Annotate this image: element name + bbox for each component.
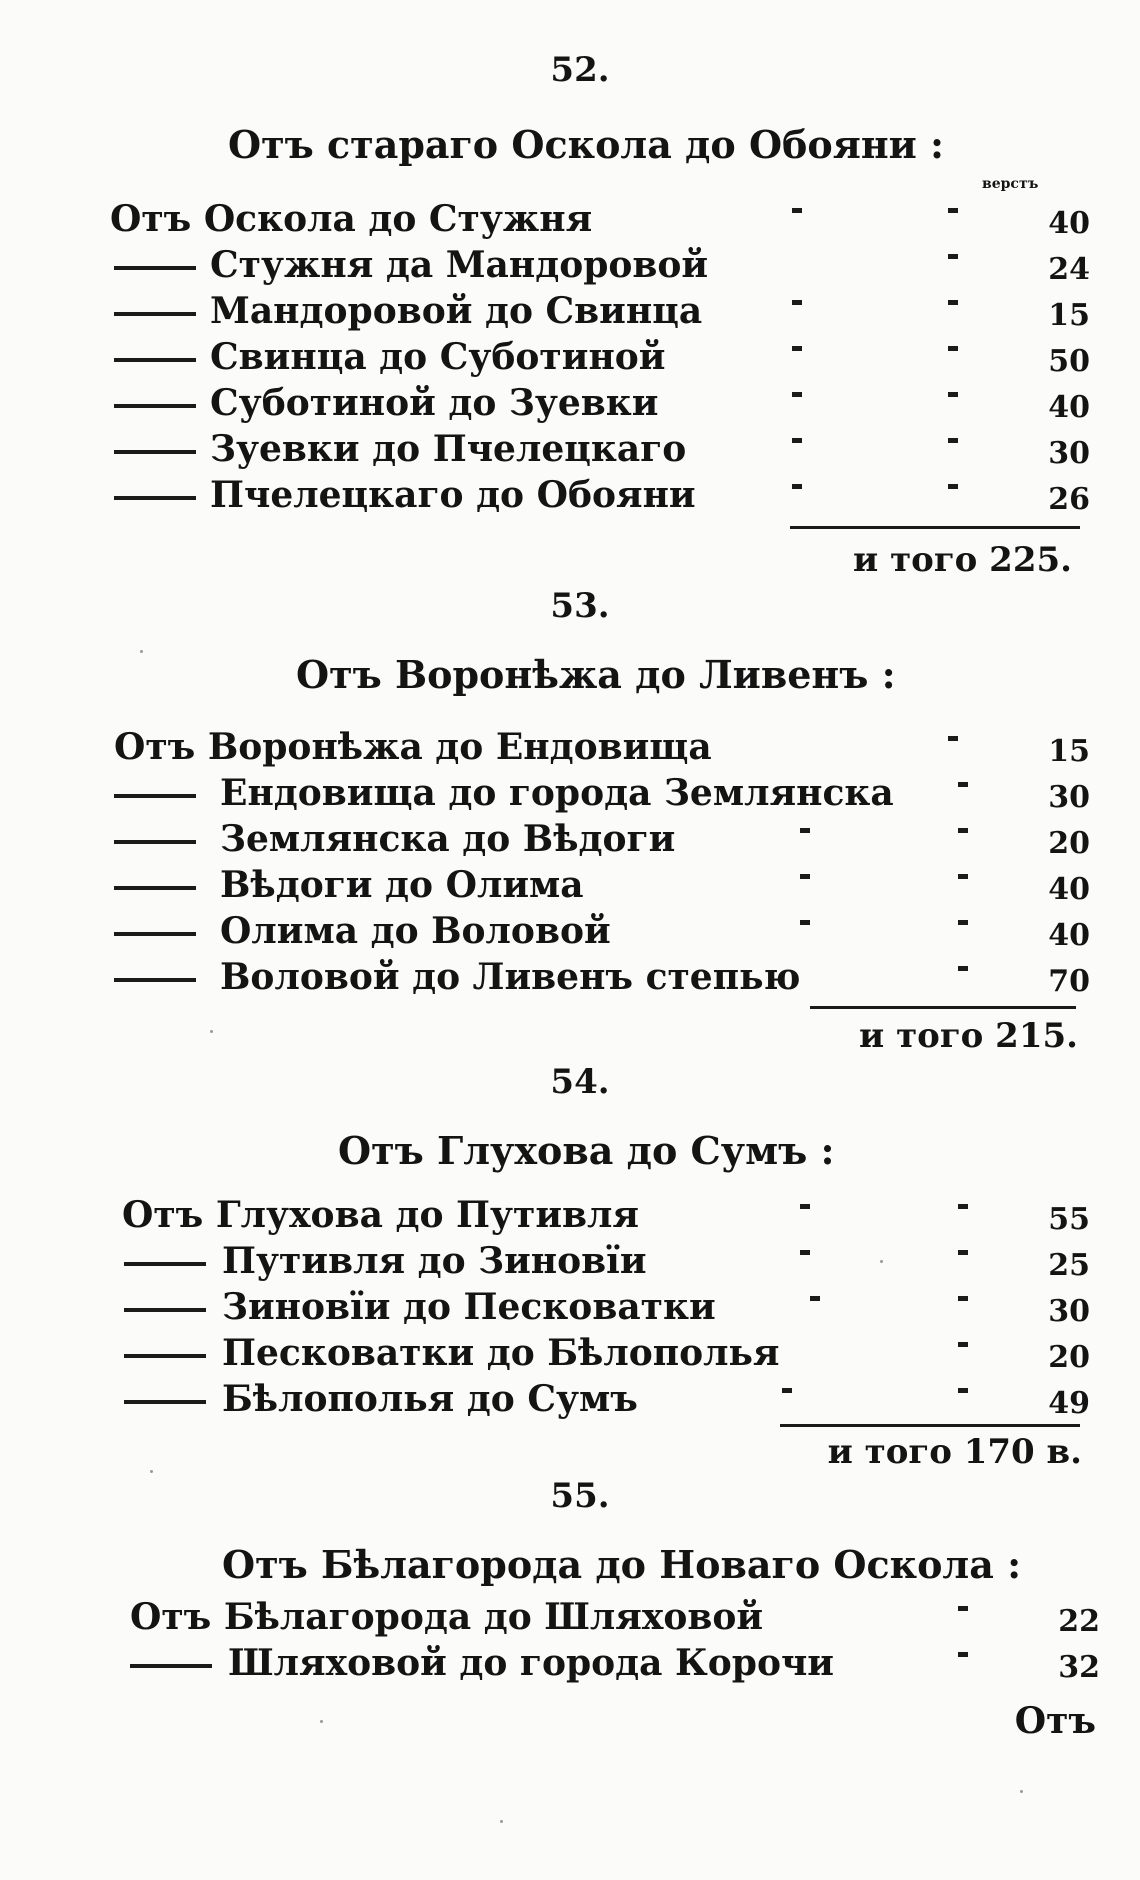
leader-mark [958,874,968,879]
distance-value: 49 [1048,1386,1090,1421]
route-row [110,198,1090,242]
distance-value: 15 [1048,734,1090,769]
leader-mark [800,874,810,879]
route-label: Свинца до Суботиной [210,336,666,378]
leader-mark [792,438,802,443]
route-label: Отъ Воронѣжа до Ендовища [114,726,712,768]
leader-mark [958,1296,968,1301]
page-number: 52. [550,50,610,90]
route-row [110,772,1090,816]
catchword: Отъ [1014,1700,1096,1742]
ditto-dash [114,496,196,500]
route-label: Олима до Воловой [220,910,611,952]
route-label: Бѣлополья до Сумъ [222,1378,638,1420]
section-total: и того 225. [853,540,1072,580]
distance-value: 55 [1048,1202,1090,1237]
leader-mark [810,1296,820,1301]
leader-mark [792,484,802,489]
leader-mark [948,346,958,351]
ditto-dash [114,404,196,408]
scan-speck [140,650,143,653]
page-number: 54. [550,1062,610,1102]
route-row [110,1642,1100,1686]
distance-value: 40 [1048,206,1090,241]
section-heading: Отъ Глухова до Сумъ : [338,1128,835,1173]
leader-mark [948,254,958,259]
ditto-dash [114,358,196,362]
scan-speck [880,1260,883,1263]
leader-mark [948,300,958,305]
distance-value: 30 [1048,780,1090,815]
distance-value: 40 [1048,918,1090,953]
leader-mark [958,1342,968,1347]
distance-value: 30 [1048,1294,1090,1329]
ditto-dash [124,1308,206,1312]
route-label: Песковатки до Бѣлополья [222,1332,780,1374]
ditto-dash [114,840,196,844]
leader-mark [792,392,802,397]
route-label: Шляховой до города Корочи [228,1642,835,1684]
route-row [110,290,1090,334]
sum-rule [790,526,1080,529]
leader-mark [958,920,968,925]
leader-mark [958,1204,968,1209]
leader-mark [792,346,802,351]
distance-value: 30 [1048,436,1090,471]
leader-mark [800,1204,810,1209]
section-heading: Отъ Бѣлагорода до Новаго Оскола : [222,1542,1022,1587]
distance-value: 50 [1048,344,1090,379]
leader-mark [948,438,958,443]
route-label: Путивля до Зиновїи [222,1240,647,1282]
leader-mark [958,782,968,787]
route-label: Ендовища до города Землянска [220,772,894,814]
route-row [110,864,1090,908]
leader-mark [792,300,802,305]
route-row [110,428,1090,472]
leader-mark [948,736,958,741]
leader-mark [948,392,958,397]
route-label: Зиновїи до Песковатки [222,1286,716,1328]
distance-value: 70 [1048,964,1090,999]
route-row [110,910,1090,954]
leader-mark [958,1652,968,1657]
route-row [110,818,1090,862]
page-number: 55. [550,1476,610,1516]
distance-value: 32 [1058,1650,1100,1685]
section-total: и того 170 в. [827,1432,1082,1472]
route-row [110,1378,1090,1422]
route-label: Вѣдоги до Олима [220,864,584,906]
distance-value: 40 [1048,872,1090,907]
scan-speck [1020,1790,1023,1793]
leader-mark [958,1250,968,1255]
ditto-dash [114,266,196,270]
sum-rule [780,1424,1080,1427]
distance-value: 15 [1048,298,1090,333]
distance-value: 20 [1048,1340,1090,1375]
ditto-dash [124,1400,206,1404]
route-label: Отъ Глухова до Путивля [122,1194,640,1236]
leader-mark [948,484,958,489]
route-row [110,1286,1090,1330]
leader-mark [782,1388,792,1393]
ditto-dash [114,978,196,982]
scan-speck [210,1030,213,1033]
ditto-dash [114,886,196,890]
ditto-dash [114,312,196,316]
ditto-dash [124,1354,206,1358]
route-label: Отъ Бѣлагорода до Шляховой [130,1596,764,1638]
leader-mark [958,1606,968,1611]
page-number: 53. [550,586,610,626]
route-label: Пчелецкаго до Обояни [210,474,696,516]
leader-mark [948,208,958,213]
distance-value: 40 [1048,390,1090,425]
route-label: Мандоровой до Свинца [210,290,703,332]
scan-speck [500,1820,503,1823]
distance-value: 24 [1048,252,1090,287]
route-row [110,382,1090,426]
distance-value: 26 [1048,482,1090,517]
ditto-dash [124,1262,206,1266]
route-row [110,244,1090,288]
route-row [110,474,1090,518]
leader-mark [800,1250,810,1255]
route-label: Отъ Оскола до Стужня [110,198,593,240]
ditto-dash [114,932,196,936]
scan-speck [320,1720,323,1723]
ditto-dash [114,794,196,798]
leader-mark [958,966,968,971]
route-row [110,1194,1090,1238]
route-label: Стужня да Мандоровой [210,244,709,286]
route-row [110,1332,1090,1376]
route-row [110,726,1090,770]
route-label: Землянска до Вѣдоги [220,818,676,860]
leader-mark [792,208,802,213]
leader-mark [800,828,810,833]
ditto-dash [130,1664,212,1668]
section-heading: Отъ стараго Оскола до Обояни : [228,122,945,167]
route-label: Суботиной до Зуевки [210,382,659,424]
distance-value: 22 [1058,1604,1100,1639]
leader-mark [958,1388,968,1393]
leader-mark [958,828,968,833]
distance-value: 20 [1048,826,1090,861]
route-row [110,1596,1100,1640]
section-heading: Отъ Воронѣжа до Ливенъ : [296,652,896,697]
ditto-dash [114,450,196,454]
unit-label: верстъ [982,176,1039,192]
distance-value: 25 [1048,1248,1090,1283]
route-row [110,1240,1090,1284]
scan-speck [150,1470,153,1473]
section-total: и того 215. [859,1016,1078,1056]
route-label: Зуевки до Пчелецкаго [210,428,687,470]
route-label: Воловой до Ливенъ степью [220,956,801,998]
route-row [110,336,1090,380]
leader-mark [800,920,810,925]
route-row [110,956,1090,1000]
sum-rule [810,1006,1076,1009]
